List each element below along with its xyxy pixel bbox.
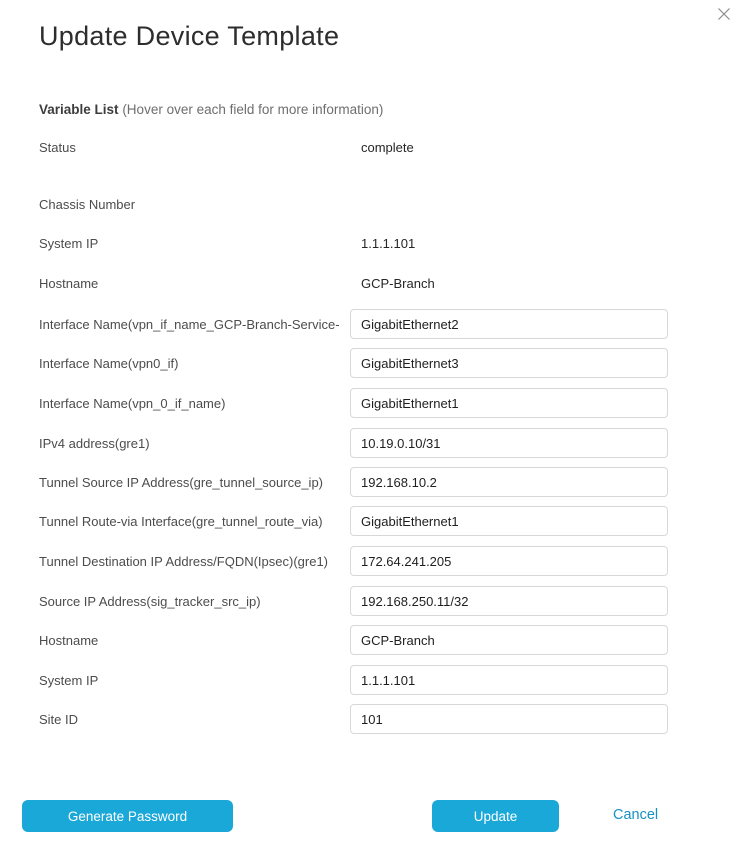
- tunnel-route-via-row: [39, 506, 668, 536]
- field-label: Hostname: [39, 275, 99, 291]
- interface-name-vpn-0-if-name-input[interactable]: [350, 388, 668, 418]
- status-row: [39, 132, 668, 162]
- update-button[interactable]: Update: [432, 800, 559, 832]
- tunnel-source-ip-input[interactable]: [350, 467, 668, 497]
- site-id-input[interactable]: [350, 704, 668, 734]
- cancel-link[interactable]: Cancel: [613, 807, 659, 823]
- field-label: Interface Name(vpn_0_if_name): [39, 395, 226, 411]
- variable-list-title: Variable List: [39, 102, 119, 117]
- system-ip-input-row: [39, 665, 668, 695]
- close-icon[interactable]: [716, 6, 732, 22]
- field-label: Status: [39, 139, 76, 155]
- field-label: Site ID: [39, 711, 79, 727]
- chassis-number-row: [39, 189, 668, 219]
- tunnel-source-ip-row: [39, 467, 668, 497]
- generate-password-button[interactable]: Generate Password: [22, 800, 233, 832]
- field-label: Source IP Address(sig_tracker_src_ip): [39, 593, 261, 609]
- source-ip-address-row: [39, 586, 668, 616]
- hostname-value: GCP-Branch: [361, 275, 435, 291]
- tunnel-route-via-input[interactable]: [350, 506, 668, 536]
- ipv4-address-gre1-row: [39, 428, 668, 458]
- field-label: Tunnel Route-via Interface(gre_tunnel_route_via): [39, 513, 323, 529]
- interface-name-vpn0-if-row: [39, 348, 668, 378]
- field-label: Tunnel Destination IP Address/FQDN(Ipsec)(gre1): [39, 553, 329, 569]
- hostname-input[interactable]: [350, 625, 668, 655]
- ipv4-address-gre1-input[interactable]: [350, 428, 668, 458]
- variable-list-header: [39, 102, 383, 117]
- tunnel-destination-ip-row: [39, 546, 668, 576]
- status-value: complete: [361, 139, 414, 155]
- page-title: Update Device Template: [39, 21, 340, 51]
- field-label: Hostname: [39, 632, 99, 648]
- field-label: System IP: [39, 672, 99, 688]
- interface-name-vpn0-if-input[interactable]: [350, 348, 668, 378]
- variable-list-hint: (Hover over each field for more information): [122, 102, 384, 117]
- tunnel-destination-ip-input[interactable]: [350, 546, 668, 576]
- system-ip-input[interactable]: [350, 665, 668, 695]
- hostname-input-row: [39, 625, 668, 655]
- source-ip-address-input[interactable]: [350, 586, 668, 616]
- field-label: Chassis Number: [39, 196, 136, 212]
- site-id-row: [39, 704, 668, 734]
- field-label: System IP: [39, 235, 99, 251]
- field-label: IPv4 address(gre1): [39, 435, 150, 451]
- interface-name-service-row: [39, 309, 668, 339]
- field-label: Tunnel Source IP Address(gre_tunnel_source_ip): [39, 474, 324, 490]
- system-ip-row: [39, 228, 668, 258]
- field-label: Interface Name(vpn0_if): [39, 355, 179, 371]
- field-label: Interface Name(vpn_if_name_GCP-Branch-Service-: [39, 316, 340, 332]
- interface-name-service-input[interactable]: [350, 309, 668, 339]
- interface-name-vpn-0-if-name-row: [39, 388, 668, 418]
- system-ip-value: 1.1.1.101: [361, 235, 416, 251]
- hostname-row: [39, 268, 668, 298]
